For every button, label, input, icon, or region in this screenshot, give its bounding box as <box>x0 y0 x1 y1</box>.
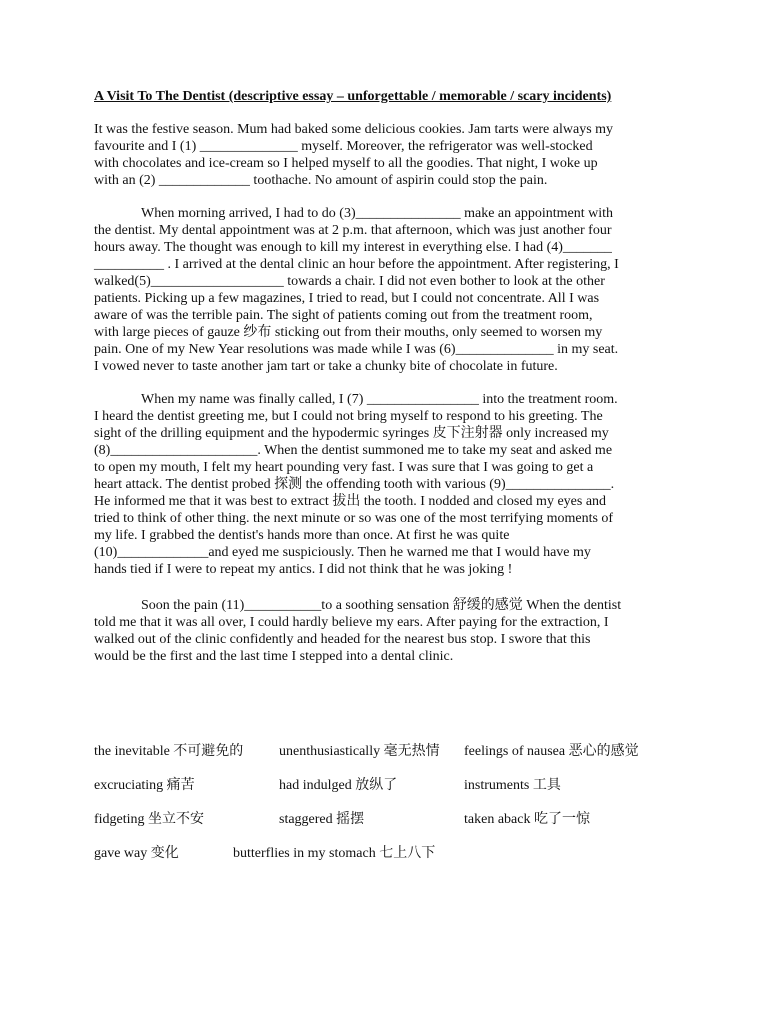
paragraph-1-line-3: with chocolates and ice-cream so I helped myself to all the goodies. That night, I woke up <box>94 156 598 171</box>
paragraph-3-line-7: He informed me that it was best to extract 拔出 the tooth. I nodded and closed my eyes and <box>94 494 607 509</box>
paragraph-3-line-10: (10)_____________and eyed me suspiciously. Then he warned me that I would have my <box>94 545 591 560</box>
paragraph-4-line-4: would be the first and the last time I stepped into a dental clinic. <box>94 649 454 664</box>
paragraph-1-line-4: with an (2) _____________ toothache. No amount of aspirin could stop the pain. <box>94 173 548 188</box>
paragraph-3-line-11: hands tied if I were to repeat my antics. I did not think that he was joking ! <box>94 562 513 577</box>
paragraph-3-line-4: (8)_____________________. When the dentist summoned me to take my seat and asked me <box>94 443 613 458</box>
vocab-item: excruciating 痛苦 <box>94 778 195 793</box>
paragraph-3-line-3: sight of the drilling equipment and the hypodermic syringes 皮下注射器 only increased my <box>94 426 609 441</box>
paragraph-3-line-2: I heard the dentist greeting me, but I could not bring myself to respond to his greeting. The <box>94 409 603 424</box>
vocab-item: unenthusiastically 毫无热情 <box>279 744 440 759</box>
vocab-item: staggered 摇摆 <box>279 812 365 827</box>
paragraph-2-line-6: patients. Picking up a few magazines, I tried to read, but I could not concentrate. All I was <box>94 291 600 306</box>
vocab-item: gave way 变化 <box>94 846 179 861</box>
document-title: A Visit To The Dentist (descriptive essay – unforgettable / memorable / scary incidents) <box>94 89 612 104</box>
paragraph-2-line-7: aware of was the terrible pain. The sight of patients coming out from the treatment room, <box>94 308 593 323</box>
paragraph-2-line-4: __________ . I arrived at the dental clinic an hour before the appointment. After registering, I <box>94 257 619 272</box>
paragraph-3-line-1: When my name was finally called, I (7) ________________ into the treatment room. <box>141 392 618 407</box>
paragraph-2-line-1: When morning arrived, I had to do (3)_______________ make an appointment with <box>141 206 614 221</box>
vocab-item: butterflies in my stomach 七上八下 <box>233 846 436 861</box>
paragraph-3-line-6: heart attack. The dentist probed 探测 the offending tooth with various (9)_______________. <box>94 477 615 492</box>
paragraph-4-line-3: walked out of the clinic confidently and headed for the nearest bus stop. I swore that this <box>94 632 591 647</box>
paragraph-2-line-3: hours away. The thought was enough to kill my interest in everything else. I had (4)_______ <box>94 240 612 255</box>
vocab-item: fidgeting 坐立不安 <box>94 812 205 827</box>
paragraph-2-line-2: the dentist. My dental appointment was at 2 p.m. that afternoon, which was just another four <box>94 223 612 238</box>
paragraph-1-line-1: It was the festive season. Mum had baked some delicious cookies. Jam tarts were always my <box>94 122 614 137</box>
paragraph-2-line-9: pain. One of my New Year resolutions was made while I was (6)______________ in my seat. <box>94 342 619 357</box>
vocab-item: instruments 工具 <box>464 778 561 793</box>
vocab-item: the inevitable 不可避免的 <box>94 744 244 759</box>
paragraph-4-line-2: told me that it was all over, I could hardly believe my ears. After paying for the extraction, I <box>94 615 609 630</box>
paragraph-3-line-9: my life. I grabbed the dentist's hands more than once. At first he was quite <box>94 528 510 543</box>
paragraph-3-line-8: tried to think of other thing. the next minute or so was one of the most terrifying moments of <box>94 511 614 526</box>
vocab-item: had indulged 放纵了 <box>279 778 398 793</box>
vocab-item: taken aback 吃了一惊 <box>464 812 590 827</box>
paragraph-3-line-5: to open my mouth, I felt my heart pounding very fast. I was sure that I was going to get a <box>94 460 594 475</box>
paragraph-2-line-5: walked(5)___________________ towards a chair. I did not even bother to look at the other <box>94 274 605 289</box>
vocab-item: feelings of nausea 恶心的感觉 <box>464 744 639 759</box>
paragraph-4-line-1: Soon the pain (11)___________to a soothing sensation 舒缓的感觉 When the dentist <box>141 598 622 613</box>
paragraph-2-line-8: with large pieces of gauze 纱布 sticking out from their mouths, only seemed to worsen my <box>94 325 603 340</box>
paragraph-1-line-2: favourite and I (1) ______________ myself. Moreover, the refrigerator was well-stocked <box>94 139 593 154</box>
paragraph-2-line-10: I vowed never to taste another jam tart or take a chunky bite of chocolate in future. <box>94 359 558 374</box>
